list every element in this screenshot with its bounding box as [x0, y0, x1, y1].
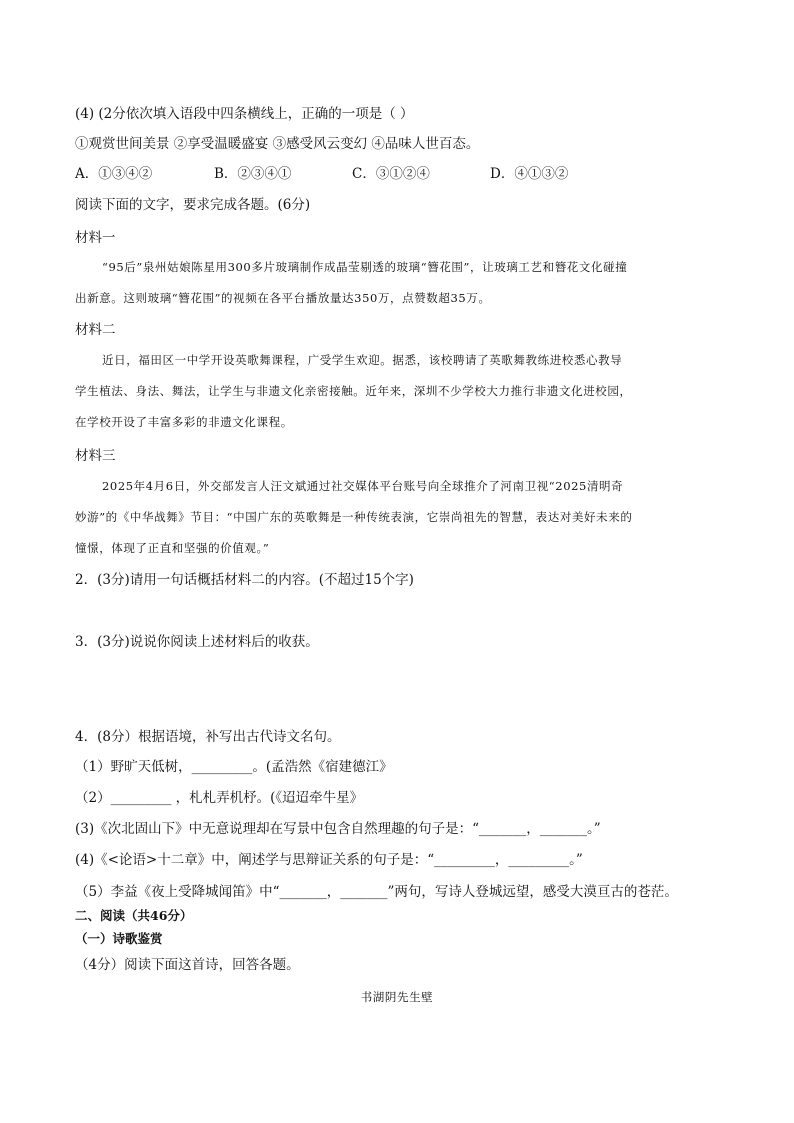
question-3: 3．(3分)说说你阅读上述材料后的收获。	[75, 634, 319, 650]
material-2-line-1: 近日，福田区一中学开设英歌舞课程，广受学生欢迎。据悉，该校聘请了英歌舞教练进校悉心教导	[102, 353, 623, 367]
material-3-line-3: 憧憬，体现了正直和坚强的价值观。”	[75, 541, 270, 555]
poem-item-5: （5）李益《夜上受降城闻笛》中“_______，_______”两句，写诗人登城远望，感受大漠亘古的苍茫。	[75, 884, 678, 900]
poem-item-1: （1）野旷天低树，_________。(孟浩然《宿建德江》	[75, 759, 393, 775]
material-2-line-3: 在学校开设了丰富多彩的非遗文化课程。	[75, 415, 293, 429]
material-3-line-1: 2025年4月6日，外交部发言人汪文斌通过社交媒体平台账号向全球推介了河南卫视“2025清明奇	[102, 479, 624, 493]
option-a: A．①③④②	[75, 166, 153, 182]
reading-intro: 阅读下面的文字，要求完成各题。(6分)	[75, 197, 311, 213]
option-c: C．③①②④	[352, 166, 430, 182]
material-1-line-1: “95后”泉州姑娘陈星用300多片玻璃制作成晶莹剔透的玻璃“簪花围”，让玻璃工艺和簪花文化碰撞	[102, 260, 628, 274]
question-order-phrases: ①观赏世间美景 ②享受温暖盛宴 ③感受风云变幻 ④品味人世百态。	[75, 136, 480, 152]
subsection-heading: （一）诗歌鉴赏	[75, 931, 163, 946]
poem-item-2: （2）_________ ，札札弄机杼。(《迢迢牵牛星》	[75, 790, 364, 806]
material-3-title: 材料三	[75, 448, 116, 464]
material-1-line-2: 出新意。这则玻璃“簪花围”的视频在各平台播放量达350万，点赞数超35万。	[75, 291, 491, 305]
section-heading: 二、阅读（共46分）	[75, 908, 193, 923]
material-3-line-2: 妙游”的《中华战舞》节目：“中国广东的英歌舞是一种传统表演，它崇尚祖先的智慧，表达对美好未来的	[75, 510, 633, 524]
option-b: B．②③④①	[214, 166, 292, 182]
poem-title: 书湖阴先生壁	[360, 990, 434, 1004]
question-4-stem: 4．(8分）根据语境，补写出古代诗文名句。	[75, 729, 341, 745]
poem-instruction: （4分）阅读下面这首诗，回答各题。	[75, 957, 300, 973]
question-2: 2．(3分)请用一句话概括材料二的内容。(不超过15个字)	[75, 572, 414, 588]
material-2-line-2: 学生植法、身法、舞法，让学生与非遗文化亲密接触。近年来，深圳不少学校大力推行非遗文化进校园，	[75, 384, 632, 398]
poem-item-3: (3)《次北固山下》中无意说理却在写景中包含自然理趣的句子是：“_______，_______。”	[75, 821, 601, 837]
material-2-title: 材料二	[75, 322, 116, 338]
poem-item-4: (4)《<论语>十二章》中，阐述学与思辩证关系的句子是：“_________，_________。”	[75, 852, 583, 868]
material-1-title: 材料一	[75, 230, 116, 246]
question-order-stem: (4) (2分依次填入语段中四条横线上，正确的一项是（ ）	[75, 106, 414, 122]
option-d: D．④①③②	[490, 166, 569, 182]
